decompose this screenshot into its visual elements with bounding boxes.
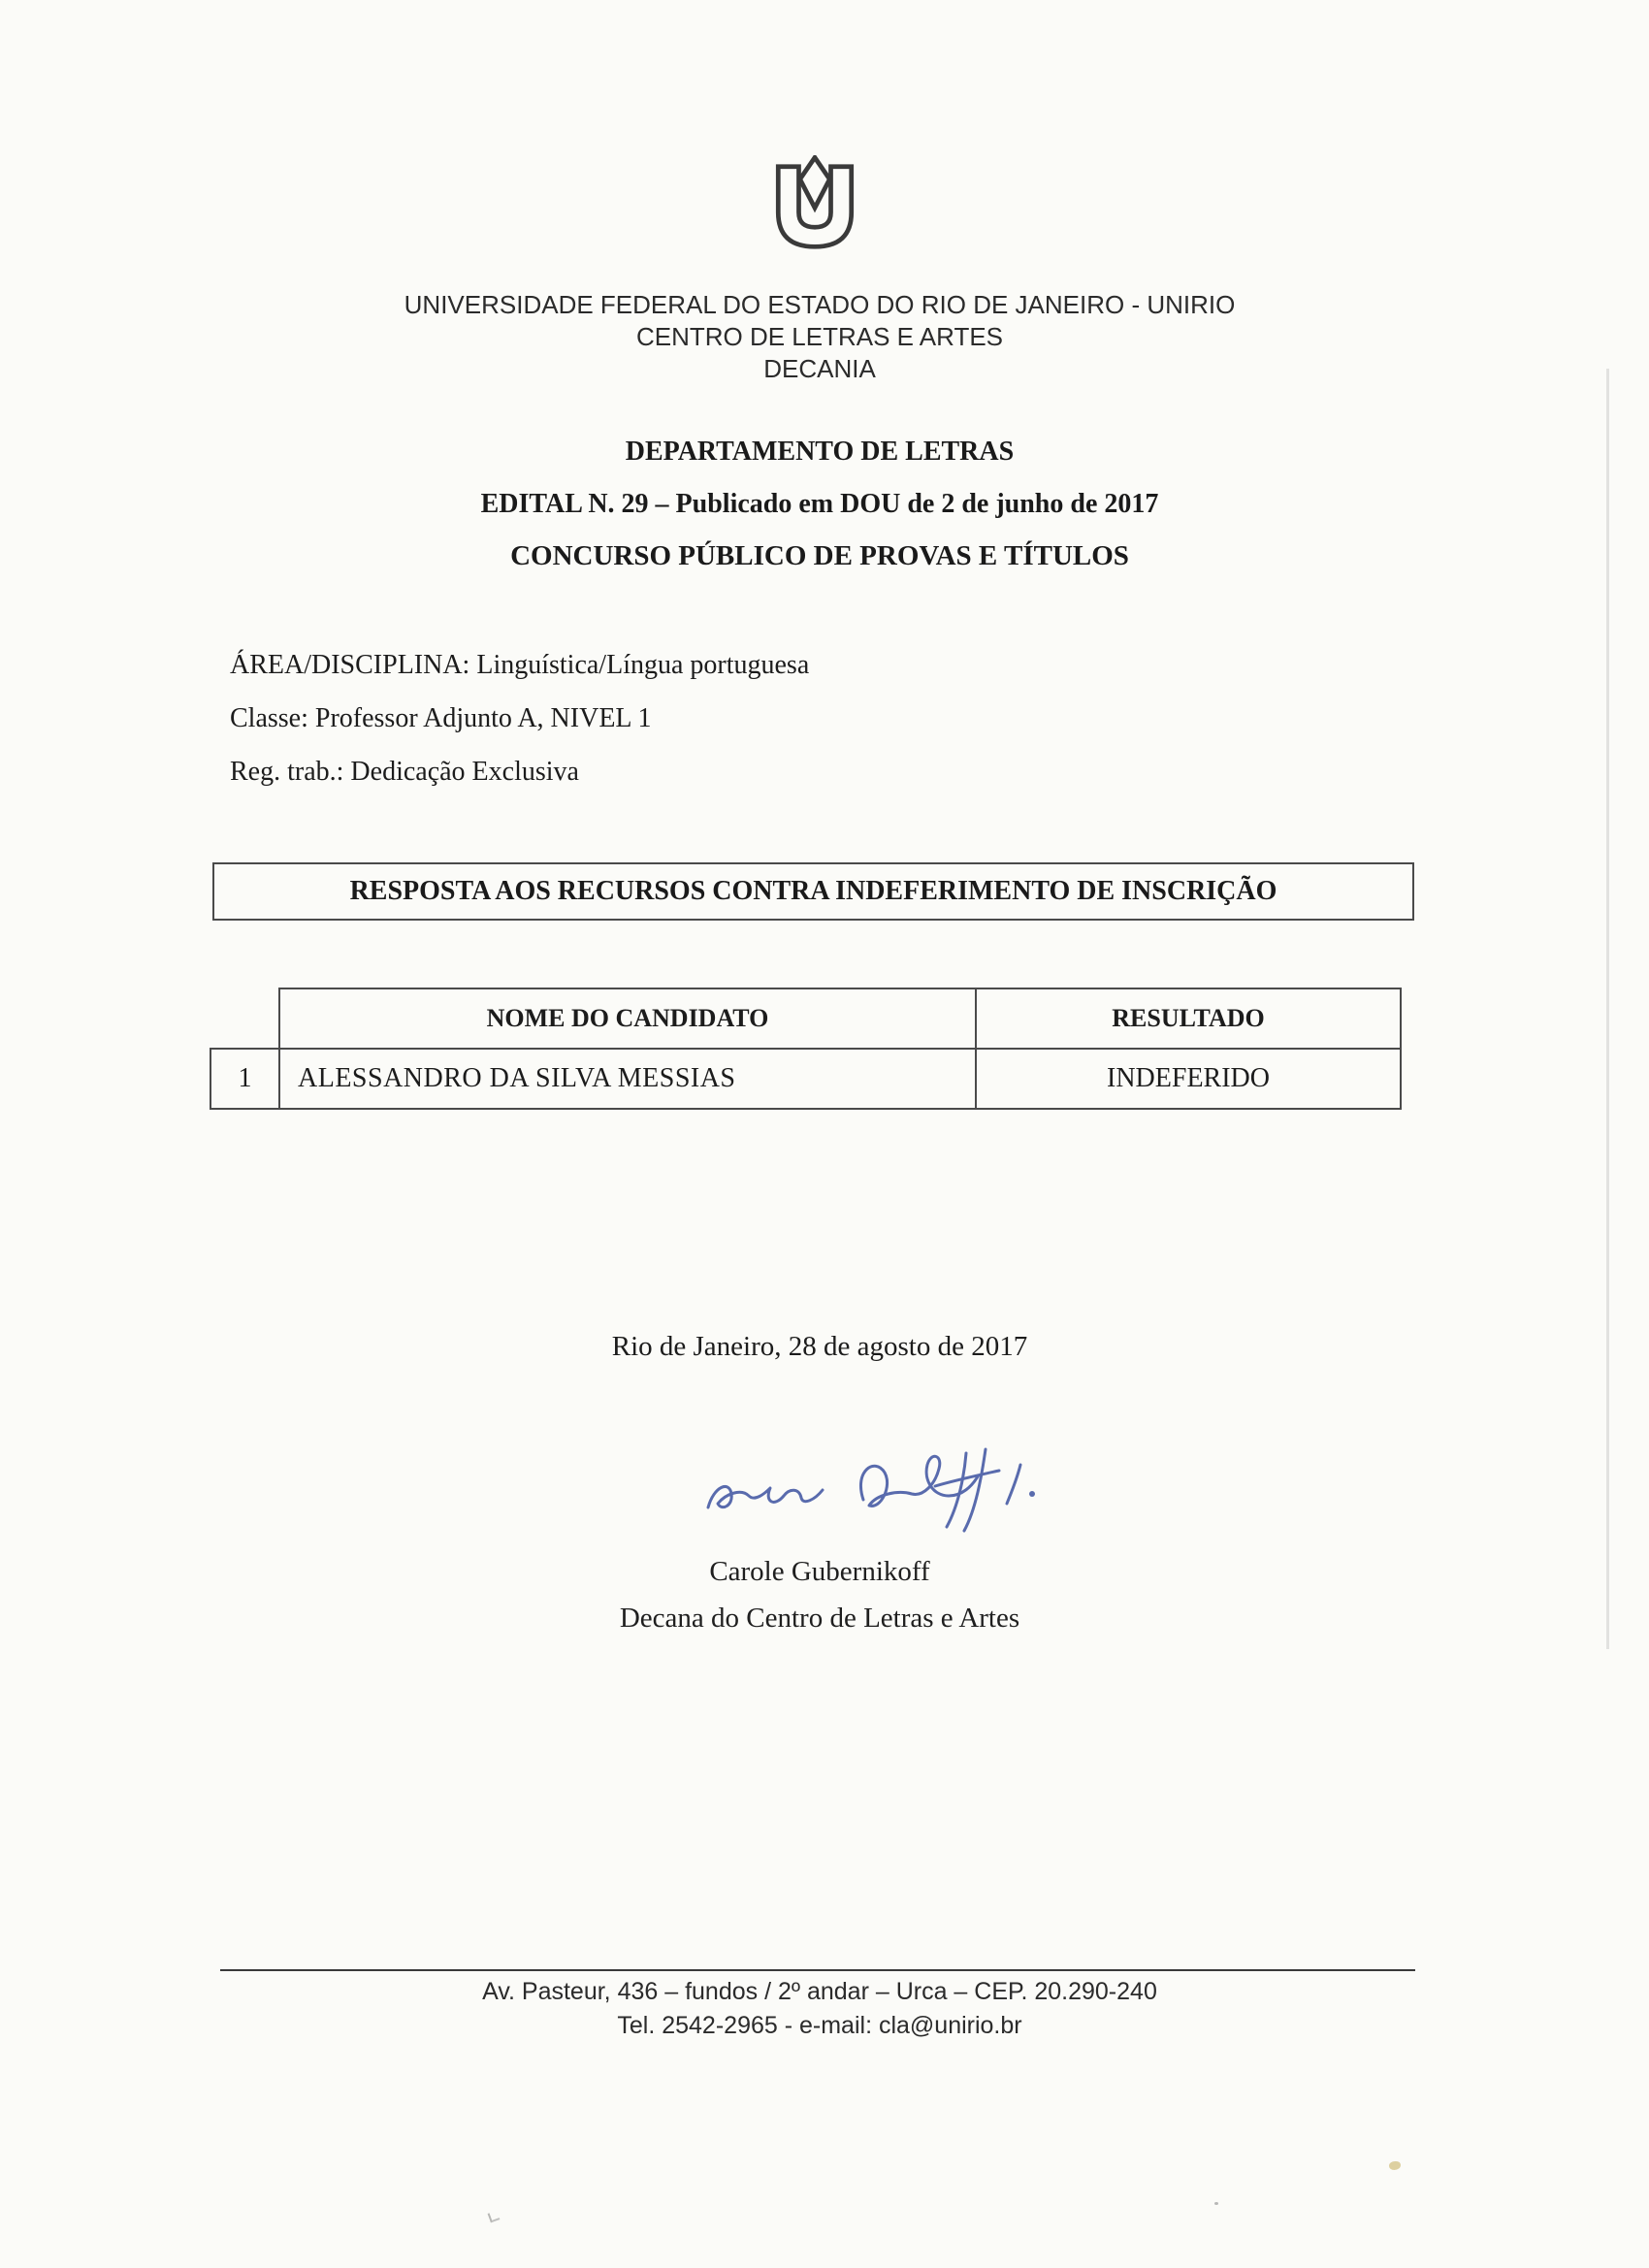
dateline: Rio de Janeiro, 28 de agosto de 2017 — [611, 1331, 1028, 1362]
scan-artifact — [1606, 369, 1609, 1649]
department-title: DEPARTAMENTO DE LETRAS — [625, 437, 1015, 467]
results-table — [210, 988, 1402, 1110]
university-name: UNIVERSIDADE FEDERAL DO ESTADO DO RIO DE JANEIRO - UNIRIO — [404, 290, 1236, 319]
scan-artifact — [1214, 2202, 1218, 2205]
footer-divider — [220, 1969, 1415, 1971]
result-value: INDEFERIDO — [976, 1049, 1401, 1109]
table-header-row — [210, 988, 1401, 1049]
scan-artifact — [488, 2211, 501, 2223]
ghost-cell — [210, 988, 279, 1049]
unirio-logo-icon — [755, 155, 875, 264]
table-row — [210, 1049, 1401, 1109]
office-name: DECANIA — [763, 354, 876, 383]
footer-address: Av. Pasteur, 436 – fundos / 2º andar – Urca – CEP. 20.290-240 — [482, 1978, 1157, 2005]
candidate-name: ALESSANDRO DA SILVA MESSIAS — [279, 1049, 976, 1109]
document-title-block — [0, 437, 1639, 572]
signer-name: Carole Gubernikoff — [709, 1556, 930, 1587]
scan-artifact — [1389, 2161, 1401, 2170]
signature-ink — [691, 1438, 1098, 1544]
footer-contact: Tel. 2542-2965 - e-mail: cla@unirio.br — [617, 2012, 1022, 2039]
area-disciplina: ÁREA/DISCIPLINA: Linguística/Língua portuguesa — [230, 650, 810, 680]
regime-trabalho: Reg. trab.: Dedicação Exclusiva — [230, 757, 579, 787]
center-name: CENTRO DE LETRAS E ARTES — [635, 322, 1004, 351]
position-details — [230, 638, 809, 798]
classe: Classe: Professor Adjunto A, NIVEL 1 — [230, 703, 652, 733]
section-title: RESPOSTA AOS RECURSOS CONTRA INDEFERIMENTO DE INSCRIÇÃO — [212, 862, 1414, 921]
signer-role: Decana do Centro de Letras e Artes — [619, 1603, 1020, 1634]
edital-line: EDITAL N. 29 – Publicado em DOU de 2 de junho de 2017 — [480, 489, 1159, 519]
footer — [0, 1975, 1639, 2043]
concurso-title: CONCURSO PÚBLICO DE PROVAS E TÍTULOS — [510, 540, 1129, 571]
row-number: 1 — [210, 1049, 279, 1109]
institution-header — [0, 289, 1639, 385]
col-header-result: RESULTADO — [976, 988, 1401, 1049]
col-header-candidate: NOME DO CANDIDATO — [279, 988, 976, 1049]
